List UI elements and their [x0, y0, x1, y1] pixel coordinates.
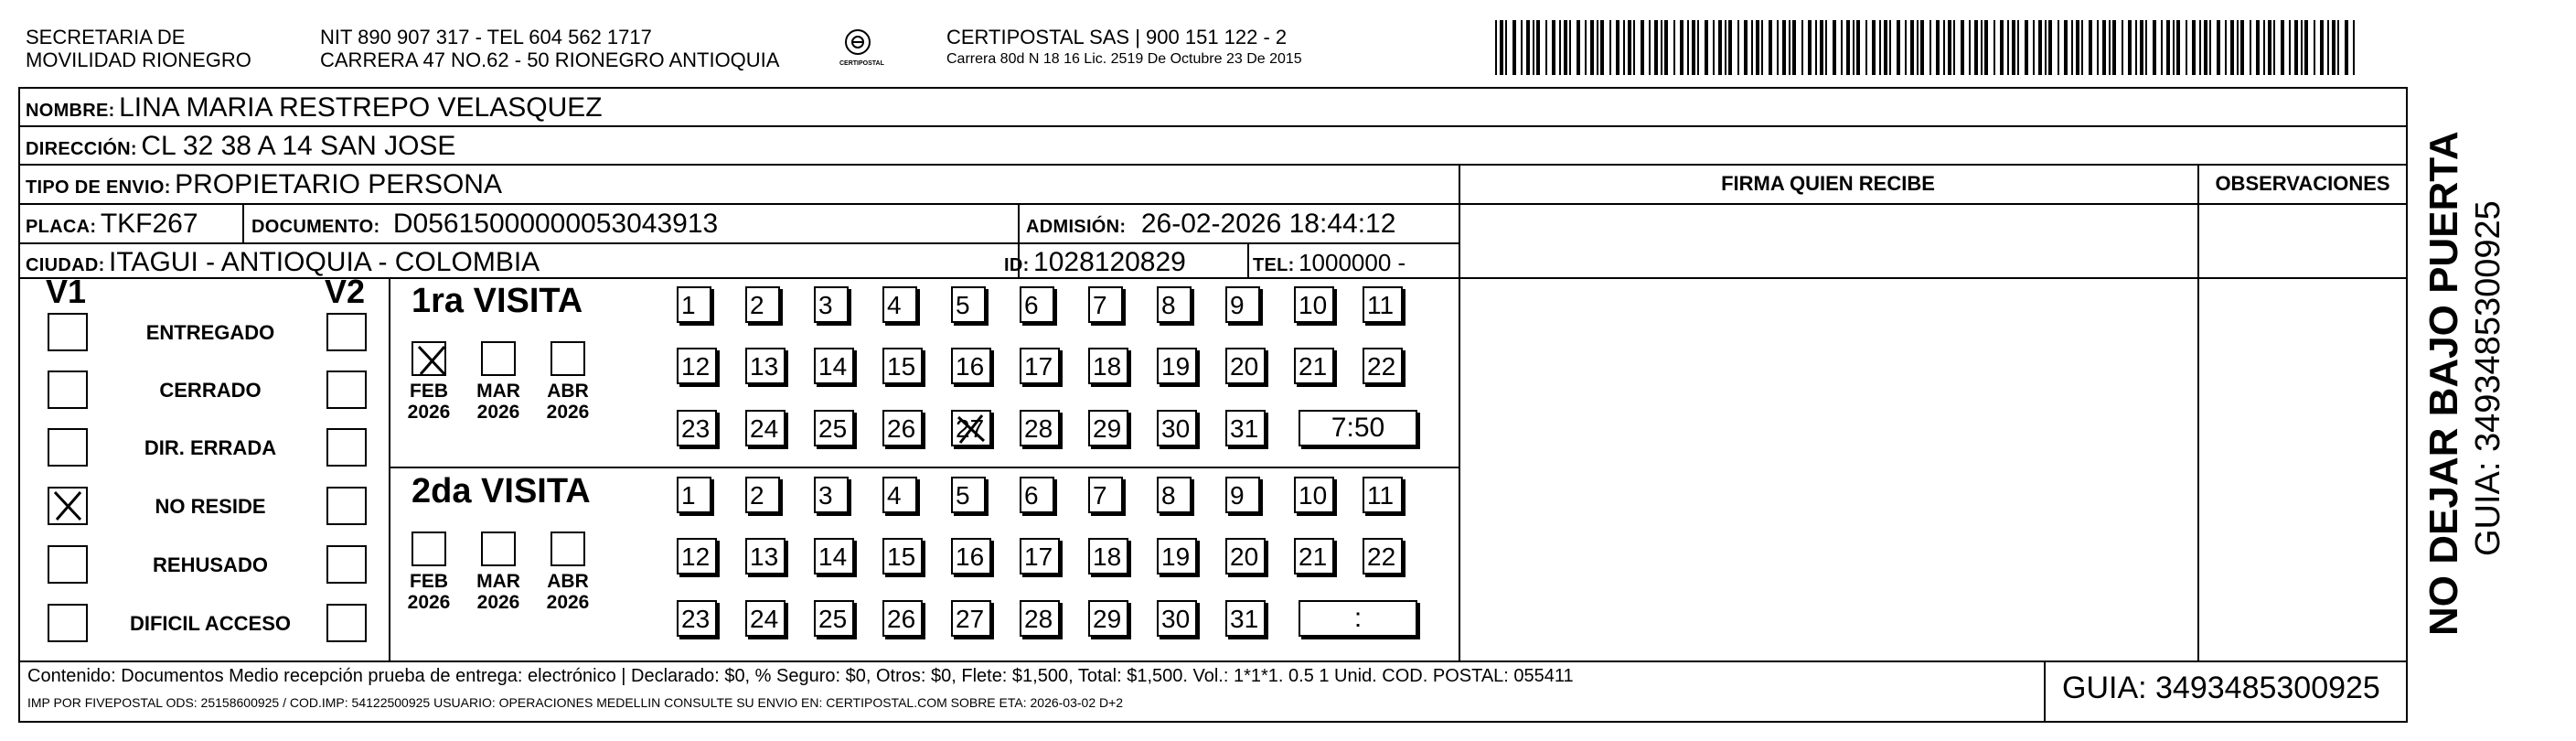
visit2-day-box[interactable]: 29: [1088, 600, 1128, 637]
visit2-day-box[interactable]: 9: [1225, 477, 1260, 513]
org-address: CARRERA 47 NO.62 - 50 RIONEGRO ANTIOQUIA: [320, 48, 780, 71]
observaciones-heading: OBSERVACIONES: [2215, 172, 2390, 195]
admision-value: 26-02-2026 18:44:12: [1140, 209, 1396, 239]
carrier-name: CERTIPOSTAL SAS | 900 151 122 - 2: [946, 26, 1288, 48]
visit2-day-box[interactable]: 27: [951, 600, 991, 637]
status-v1-checkbox[interactable]: [48, 370, 88, 409]
tipo-envio-value: PROPIETARIO PERSONA: [175, 169, 502, 199]
visit1-day-box[interactable]: 1: [677, 286, 711, 323]
status-v1-checkbox[interactable]: [48, 428, 88, 467]
placa-label: PLACA:: [26, 217, 97, 237]
visit2-month-label: [405, 571, 453, 613]
visit2-day-box[interactable]: 1: [677, 477, 711, 513]
ciudad-field: [26, 247, 540, 278]
status-v1-checkbox[interactable]: [48, 313, 88, 351]
barcode-icon: [1495, 20, 2364, 75]
tel-value: 1000000 -: [1299, 249, 1406, 276]
visit2-day-box[interactable]: 26: [882, 600, 923, 637]
visit2-day-box[interactable]: 16: [951, 538, 991, 575]
visit2-day-box[interactable]: 12: [677, 538, 717, 575]
visit1-day-box[interactable]: 14: [814, 348, 854, 384]
month-year: 2026: [476, 402, 520, 423]
visit2-day-box[interactable]: 22: [1363, 538, 1403, 575]
ciudad-value: ITAGUI - ANTIOQUIA - COLOMBIA: [109, 247, 540, 277]
tipo-envio-label: TIPO DE ENVIO:: [26, 177, 171, 198]
firma-heading: FIRMA QUIEN RECIBE: [1721, 172, 1935, 195]
visit2-day-box[interactable]: 15: [882, 538, 923, 575]
visit1-day-box[interactable]: 23: [677, 410, 717, 446]
visit1-day-box[interactable]: 10: [1294, 286, 1334, 323]
visit2-day-box[interactable]: 18: [1088, 538, 1128, 575]
status-v2-checkbox[interactable]: [326, 313, 367, 351]
visit1-day-box[interactable]: 31: [1225, 410, 1266, 446]
status-label: DIR. ERRADA: [144, 436, 277, 459]
month-year: 2026: [546, 592, 590, 613]
visit1-day-box[interactable]: 3: [814, 286, 849, 323]
side-guia: GUIA: 3493485300925: [2469, 200, 2507, 556]
visit2-day-box[interactable]: 3: [814, 477, 849, 513]
admision-label: ADMISIÓN:: [1026, 217, 1127, 237]
visit1-day-box[interactable]: 13: [745, 348, 786, 384]
visit2-time-box[interactable]: :: [1299, 600, 1417, 637]
visit2-day-box[interactable]: 7: [1088, 477, 1123, 513]
status-v2-checkbox[interactable]: [326, 370, 367, 409]
status-label: CERRADO: [159, 379, 262, 402]
org-line-2: MOVILIDAD RIONEGRO: [26, 48, 251, 71]
id-field: [1004, 247, 1186, 278]
visit2-month-checkbox[interactable]: [550, 532, 585, 566]
nombre-field: [26, 92, 603, 124]
id-label: ID:: [1004, 255, 1030, 275]
visit2-day-box[interactable]: 13: [745, 538, 786, 575]
visit1-day-box[interactable]: 18: [1088, 348, 1128, 384]
visit1-day-box[interactable]: 19: [1157, 348, 1197, 384]
status-v1-checkbox[interactable]: [48, 604, 88, 642]
visit1-day-box[interactable]: 7: [1088, 286, 1123, 323]
certipostal-logo-icon: [839, 27, 884, 67]
visit2-month-label: [475, 571, 522, 613]
ciudad-label: CIUDAD:: [26, 255, 105, 275]
month-name: FEB: [410, 381, 448, 402]
status-v2-checkbox[interactable]: [326, 545, 367, 584]
documento-label: DOCUMENTO:: [251, 217, 380, 237]
status-v1-checkbox[interactable]: [48, 545, 88, 584]
visit1-title: 1ra VISITA: [412, 282, 583, 320]
status-label: ENTREGADO: [145, 321, 275, 344]
month-year: 2026: [476, 592, 520, 613]
visit1-time-box[interactable]: 7:50: [1299, 410, 1417, 446]
visit2-day-box[interactable]: 19: [1157, 538, 1197, 575]
visit2-day-box[interactable]: 17: [1020, 538, 1060, 575]
org-contact: [320, 26, 779, 71]
visit2-day-box[interactable]: 2: [745, 477, 780, 513]
admision-field: [1026, 209, 1395, 240]
visit2-day-box[interactable]: 6: [1020, 477, 1054, 513]
observations-area[interactable]: [2200, 205, 2406, 659]
visit2-day-box[interactable]: 8: [1157, 477, 1192, 513]
visit1-day-box[interactable]: 8: [1157, 286, 1192, 323]
month-name: MAR: [476, 381, 520, 402]
visit1-day-box[interactable]: 11: [1363, 286, 1403, 323]
visit2-day-box[interactable]: 23: [677, 600, 717, 637]
placa-value: TKF267: [100, 209, 198, 239]
tel-label: TEL:: [1253, 255, 1295, 275]
month-name: ABR: [547, 381, 589, 402]
logo-text: CERTIPOSTAL: [839, 60, 884, 67]
day-number: 27: [956, 414, 985, 443]
org-line-1: SECRETARIA DE: [26, 26, 186, 48]
visit1-day-box[interactable]: 5: [951, 286, 986, 323]
footer-guia: GUIA: 3493485300925: [2062, 671, 2380, 705]
id-value: 1028120829: [1033, 247, 1186, 277]
month-name: ABR: [547, 571, 589, 592]
status-label: DIFICIL ACCESO: [129, 612, 291, 635]
visit1-day-box[interactable]: 22: [1363, 348, 1403, 384]
tel-field: [1253, 249, 1406, 277]
visit2-title: 2da VISITA: [412, 472, 591, 510]
visit2-month-checkbox[interactable]: [481, 532, 516, 566]
month-year: 2026: [546, 402, 590, 423]
no-dejar-bajo-puerta: NO DEJAR BAJO PUERTA: [2421, 131, 2466, 636]
direccion-label: DIRECCIÓN:: [26, 139, 137, 159]
visit2-day-box[interactable]: 30: [1157, 600, 1197, 637]
nombre-value: LINA MARIA RESTREPO VELASQUEZ: [119, 92, 603, 123]
status-label: REHUSADO: [153, 553, 268, 576]
visit2-day-box[interactable]: 5: [951, 477, 986, 513]
visit1-day-box[interactable]: 2: [745, 286, 780, 323]
visit2-day-box[interactable]: 21: [1294, 538, 1334, 575]
visit1-day-box[interactable]: 15: [882, 348, 923, 384]
org-name: [26, 26, 251, 71]
tipo-envio-field: [26, 169, 502, 200]
visit1-day-box[interactable]: 9: [1225, 286, 1260, 323]
visit1-day-box[interactable]: 17: [1020, 348, 1060, 384]
visit2-day-box[interactable]: 4: [882, 477, 917, 513]
visit1-day-box[interactable]: 21: [1294, 348, 1334, 384]
visit1-day-box[interactable]: 29: [1088, 410, 1128, 446]
visit2-day-box[interactable]: 11: [1363, 477, 1403, 513]
placa-field: [26, 209, 198, 240]
visit1-month-label: [475, 381, 522, 423]
visit1-day-box[interactable]: 26: [882, 410, 923, 446]
status-v2-checkbox[interactable]: [326, 604, 367, 642]
visit1-day-box[interactable]: 28: [1020, 410, 1060, 446]
status-v1-checkbox[interactable]: [48, 487, 88, 525]
v1-heading: V1: [46, 273, 87, 310]
direccion-value: CL 32 38 A 14 SAN JOSE: [141, 131, 456, 161]
signature-area[interactable]: [1461, 205, 2197, 659]
visit1-day-box[interactable]: 6: [1020, 286, 1054, 323]
visit1-day-box[interactable]: 24: [745, 410, 786, 446]
visit1-day-box[interactable]: 4: [882, 286, 917, 323]
visit1-day-box[interactable]: 25: [814, 410, 854, 446]
visit2-month-label: [544, 571, 592, 613]
visit1-day-box[interactable]: 30: [1157, 410, 1197, 446]
status-v2-checkbox[interactable]: [326, 487, 367, 525]
visit1-day-box[interactable]: [951, 410, 991, 446]
visit2-day-box[interactable]: 10: [1294, 477, 1334, 513]
visit1-day-box[interactable]: 20: [1225, 348, 1266, 384]
documento-field: [251, 209, 718, 240]
visit1-day-box[interactable]: 12: [677, 348, 717, 384]
visit2-day-box[interactable]: 14: [814, 538, 854, 575]
nombre-label: NOMBRE:: [26, 101, 115, 121]
carrier-license: Carrera 80d N 18 16 Lic. 2519 De Octubre 23 De 2015: [946, 51, 1302, 67]
visit1-month-checkbox[interactable]: [481, 341, 516, 376]
visit1-month-label: [405, 381, 453, 423]
visit2-day-box[interactable]: 25: [814, 600, 854, 637]
visit1-day-box[interactable]: 16: [951, 348, 991, 384]
visit1-month-label: [544, 381, 592, 423]
visit2-day-box[interactable]: 28: [1020, 600, 1060, 637]
visit1-month-checkbox[interactable]: [550, 341, 585, 376]
status-label: NO RESIDE: [155, 495, 266, 518]
footer-content-line: Contenido: Documentos Medio recepción prueba de entrega: electrónico | Declarado: $0, % Seguro: $0, Otros: $0, Flete: $1,500, Total: $1,500. Vol.: 1*1*1. 0.5 1 Unid. COD. POSTAL: 055411: [27, 666, 1574, 686]
v2-heading: V2: [325, 273, 366, 310]
footer-imp-line: IMP POR FIVEPOSTAL ODS: 25158600925 / COD.IMP: 54122500925 USUARIO: OPERACIONES MEDELLIN CONSULTE SU ENVIO EN: CERTIPOSTAL.COM SOBRE ETA: 2026-03-02 D+2: [27, 695, 1124, 710]
visit2-day-box[interactable]: 20: [1225, 538, 1266, 575]
month-name: FEB: [410, 571, 448, 592]
month-year: 2026: [407, 402, 451, 423]
month-name: MAR: [476, 571, 520, 592]
status-v2-checkbox[interactable]: [326, 428, 367, 467]
visit2-day-box[interactable]: 31: [1225, 600, 1266, 637]
month-year: 2026: [407, 592, 451, 613]
visit1-month-checkbox[interactable]: [412, 341, 446, 376]
visit2-month-checkbox[interactable]: [412, 532, 446, 566]
documento-value: D05615000000053043913: [392, 209, 719, 239]
visit2-day-box[interactable]: 24: [745, 600, 786, 637]
direccion-field: [26, 131, 455, 162]
org-nit: NIT 890 907 317 - TEL 604 562 1717: [320, 26, 652, 48]
